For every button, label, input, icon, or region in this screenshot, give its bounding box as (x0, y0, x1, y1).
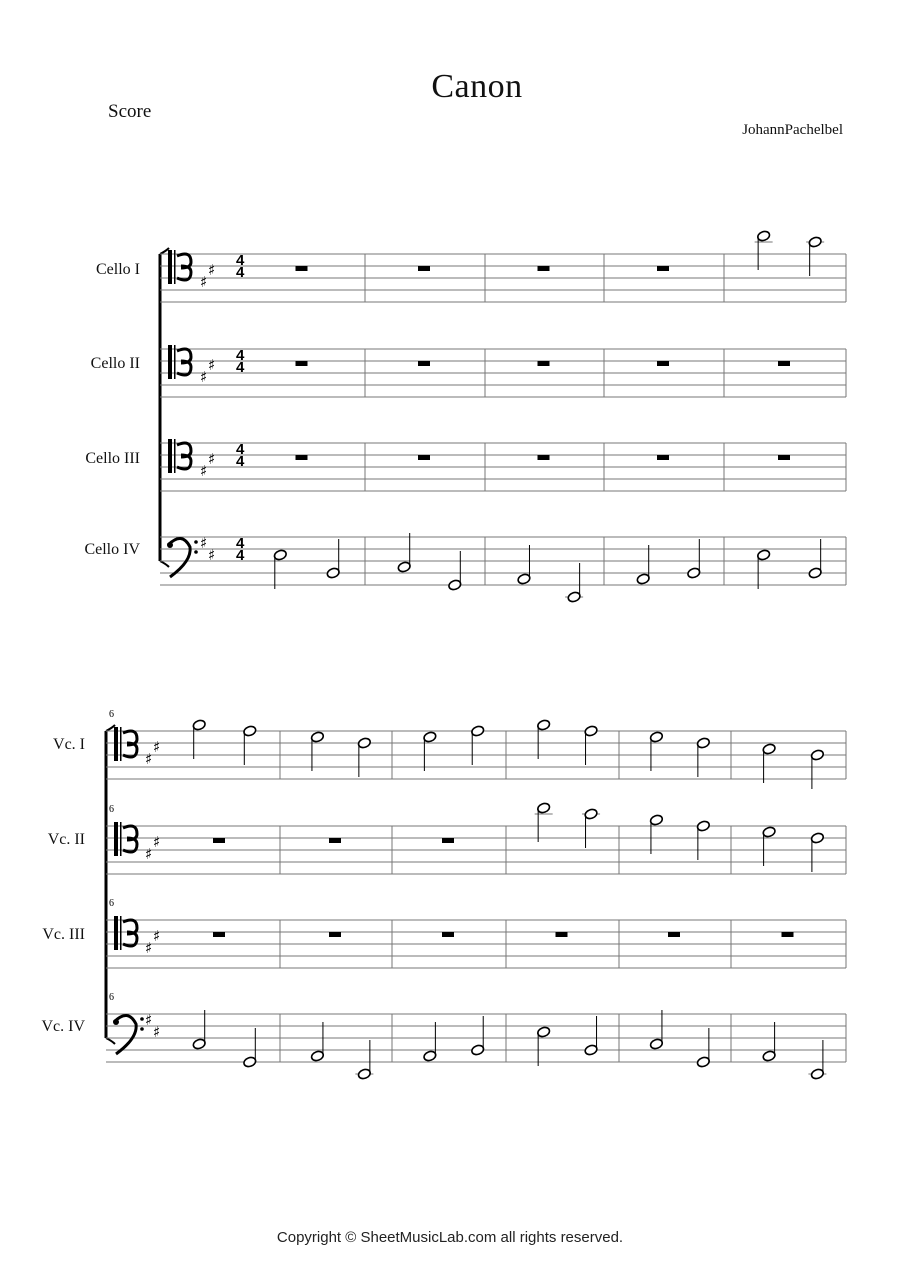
half-note (243, 725, 257, 737)
tenor-clef-icon (177, 254, 191, 280)
tenor-clef-icon (114, 727, 118, 761)
whole-rest (442, 932, 454, 937)
half-note (397, 561, 411, 573)
bass-clef-icon (113, 1019, 119, 1025)
tenor-clef-icon (168, 345, 172, 379)
whole-rest (296, 361, 308, 366)
sharp-icon: ♯ (153, 927, 161, 945)
whole-rest (778, 455, 790, 460)
half-note (310, 731, 324, 743)
tenor-clef-icon (123, 731, 137, 757)
half-note (537, 719, 551, 731)
sharp-icon: ♯ (208, 450, 216, 468)
half-note (649, 1038, 663, 1050)
half-note (537, 802, 551, 814)
half-note (471, 1044, 485, 1056)
time-signature-bottom: 4 (236, 453, 245, 470)
time-signature-bottom: 4 (236, 359, 245, 376)
time-signature-bottom: 4 (236, 547, 245, 564)
tenor-clef-icon (120, 822, 122, 856)
half-note (808, 567, 822, 579)
tenor-clef-icon (114, 916, 118, 950)
whole-rest (538, 455, 550, 460)
half-note (537, 1026, 551, 1038)
bass-clef-icon (167, 542, 173, 548)
half-note (471, 725, 485, 737)
tenor-clef-icon (174, 250, 176, 284)
sharp-icon: ♯ (200, 273, 208, 291)
half-note (273, 549, 287, 561)
time-signature-top: 4 (236, 347, 245, 364)
bracket-hook (106, 1038, 115, 1044)
half-note (567, 591, 581, 603)
tenor-clef-icon (123, 826, 137, 852)
bass-clef-icon (140, 1017, 144, 1021)
tenor-clef-icon (174, 439, 176, 473)
half-note (687, 567, 701, 579)
half-note (696, 737, 710, 749)
half-note (243, 1056, 257, 1068)
half-note (636, 573, 650, 585)
whole-rest (538, 266, 550, 271)
composer-name: JohannPachelbel (742, 122, 843, 138)
measure-number: 6 (109, 804, 114, 815)
half-note (584, 725, 598, 737)
sharp-icon: ♯ (153, 738, 161, 756)
bracket-hook (160, 248, 169, 254)
instrument-label: Cello IV (84, 541, 140, 558)
tenor-clef-icon (120, 916, 122, 950)
sharp-icon: ♯ (208, 546, 216, 564)
half-note (326, 567, 340, 579)
whole-rest (213, 838, 225, 843)
half-note (810, 832, 824, 844)
half-note (757, 230, 771, 242)
tenor-clef-icon (168, 250, 172, 284)
sharp-icon: ♯ (200, 368, 208, 386)
bass-clef-icon (194, 550, 198, 554)
sharp-icon: ♯ (200, 462, 208, 480)
whole-rest (657, 361, 669, 366)
score-title: Canon (431, 68, 523, 105)
instrument-label: Cello III (85, 450, 140, 467)
instrument-label: Cello I (96, 261, 140, 278)
score-subtitle: Score (108, 101, 152, 122)
whole-rest (657, 455, 669, 460)
tenor-clef-icon (120, 727, 122, 761)
whole-rest (556, 932, 568, 937)
measure-number: 6 (109, 709, 114, 720)
half-note (810, 1068, 824, 1080)
instrument-label: Vc. II (47, 831, 85, 848)
bass-clef-icon (140, 1027, 144, 1031)
half-note (192, 1038, 206, 1050)
time-signature-bottom: 4 (236, 264, 245, 281)
bass-clef-icon (194, 540, 198, 544)
half-note (649, 814, 663, 826)
time-signature-top: 4 (236, 441, 245, 458)
half-note (762, 1050, 776, 1062)
instrument-label: Vc. III (42, 926, 85, 943)
sharp-icon: ♯ (145, 1011, 153, 1029)
half-note (517, 573, 531, 585)
sharp-icon: ♯ (145, 750, 153, 768)
sharp-icon: ♯ (145, 939, 153, 957)
whole-rest (538, 361, 550, 366)
half-note (423, 731, 437, 743)
half-note (762, 743, 776, 755)
half-note (423, 1050, 437, 1062)
sharp-icon: ♯ (145, 845, 153, 863)
sharp-icon: ♯ (153, 833, 161, 851)
bracket-hook (106, 725, 115, 731)
time-signature-top: 4 (236, 252, 245, 269)
half-note (649, 731, 663, 743)
half-note (192, 719, 206, 731)
instrument-label: Cello II (90, 355, 140, 372)
whole-rest (418, 455, 430, 460)
half-note (310, 1050, 324, 1062)
whole-rest (418, 361, 430, 366)
half-note (810, 749, 824, 761)
half-note (757, 549, 771, 561)
tenor-clef-icon (114, 822, 118, 856)
bracket-hook (160, 561, 169, 567)
half-note (357, 1068, 371, 1080)
half-note (357, 737, 371, 749)
instrument-label: Vc. I (53, 736, 85, 753)
half-note (762, 826, 776, 838)
whole-rest (778, 361, 790, 366)
half-note (448, 579, 462, 591)
copyright-footer: Copyright © SheetMusicLab.com all rights reserved. (276, 1229, 624, 1246)
tenor-clef-icon (168, 439, 172, 473)
whole-rest (329, 932, 341, 937)
tenor-clef-icon (174, 345, 176, 379)
sharp-icon: ♯ (200, 534, 208, 552)
measure-number: 6 (109, 898, 114, 909)
tenor-clef-icon (177, 443, 191, 469)
whole-rest (213, 932, 225, 937)
sharp-icon: ♯ (153, 1023, 161, 1041)
time-signature-top: 4 (236, 535, 245, 552)
half-note (696, 820, 710, 832)
half-note (584, 808, 598, 820)
half-note (808, 236, 822, 248)
half-note (696, 1056, 710, 1068)
whole-rest (296, 266, 308, 271)
tenor-clef-icon (123, 920, 137, 946)
whole-rest (657, 266, 669, 271)
whole-rest (668, 932, 680, 937)
whole-rest (296, 455, 308, 460)
measure-number: 6 (109, 992, 114, 1003)
whole-rest (418, 266, 430, 271)
instrument-label: Vc. IV (41, 1018, 85, 1035)
tenor-clef-icon (177, 349, 191, 375)
whole-rest (782, 932, 794, 937)
sharp-icon: ♯ (208, 261, 216, 279)
sharp-icon: ♯ (208, 356, 216, 374)
whole-rest (329, 838, 341, 843)
half-note (584, 1044, 598, 1056)
whole-rest (442, 838, 454, 843)
